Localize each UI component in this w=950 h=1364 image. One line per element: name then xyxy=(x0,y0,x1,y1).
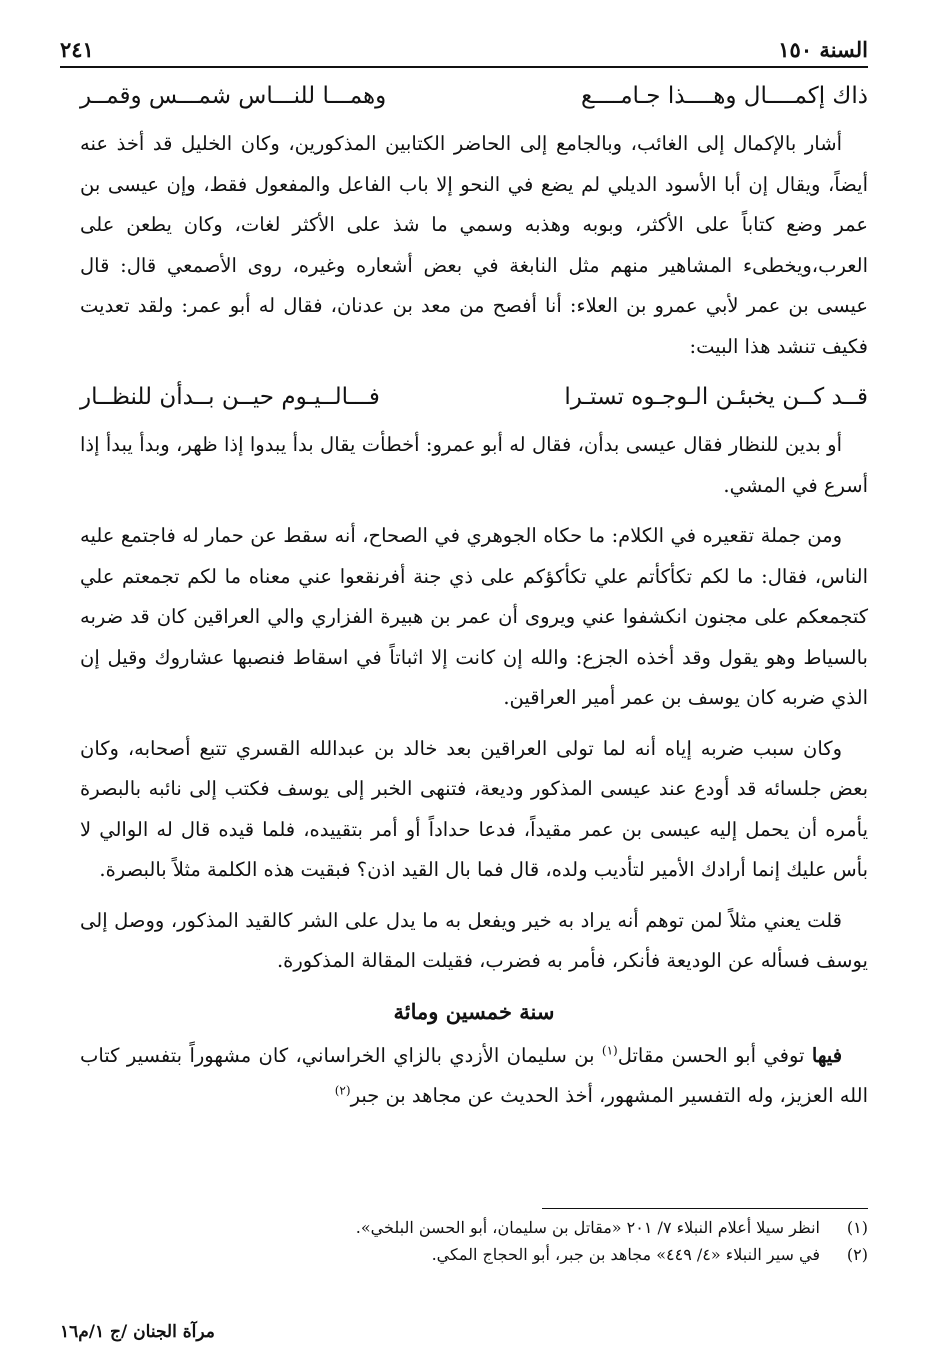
page-header xyxy=(60,26,868,68)
footnote-number: (١) xyxy=(846,1218,868,1237)
paragraph: أشار بالإكمال إلى الغائب، وبالجامع إلى الحاضر الكتابين المذكورين، وكان الخليل قد أخذ عنه أيضاً، ويقال إن أبا الأسود الديلي لم يضع في النحو إلا باب الفاعل والمفعول فقط، وإن عيسى بن عمر وضع كتاباً على الأكثر، وبوبه وهذبه وسمي ما شذ على الأكثر لغات، وكان يطعن على العرب،ويخطىء المشاهير منهم مثل النابغة في بعض أشعاره وغيره، روى الأصمعي قال: قال عيسى بن عمر لأبي عمرو بن العلاء: أنا أفصح من معد بن عدنان، فقال له أبو عمر: ولقد تعديت فكيف تنشد هذا البيت: xyxy=(80,132,868,358)
verse-line xyxy=(80,76,868,116)
section-heading: سنة خمسين ومائة xyxy=(393,998,555,1024)
paragraph: أو بدين للنظار فقال عيسى بدأن، فقال له أبو عمرو: أخطأت يقال بدأ يبدوا إذا ظهر، وبدأ يبدأ إذا أسرع في المشي. xyxy=(80,433,868,497)
main-text xyxy=(80,76,868,1127)
section-paragraph xyxy=(80,1036,868,1117)
footnotes xyxy=(80,1214,868,1268)
print-signature: مرآة الجنان /ج ١/م١٦ xyxy=(60,1322,215,1342)
verse-second-hemistich: وهمـــا للنـــاس شمـــس وقمــر xyxy=(80,83,387,109)
footnote xyxy=(80,1241,868,1268)
footnote-text: انظر سيلا أعلام النبلاء ٧/ ٢٠١ «مقاتل بن سليمان، أبو الحسن البلخي». xyxy=(355,1218,820,1237)
verse-line xyxy=(80,377,868,417)
section-text-a: توفي أبو الحسن مقاتل xyxy=(617,1043,812,1067)
running-title: السنة ١٥٠ xyxy=(778,37,868,62)
paragraph: قلت يعني مثلاً لمن توهم أنه يراد به خير ويفعل به ما يدل على الشر كالقيد المذكور، ووصل إلى يوسف فسأله عن الوديعة فأنكر، فأمر به فضرب، فقيلت المقالة المذكورة. xyxy=(80,908,868,972)
footnote-ref[interactable]: (١) xyxy=(601,1043,618,1057)
footnote-number: (٢) xyxy=(846,1245,868,1264)
footnote-divider xyxy=(542,1208,868,1209)
section-text-b: بن سليمان الأزدي بالزاي الخراساني، كان مشهوراً بتفسير كتاب الله العزيز، وله التفسير المشهور، أخذ الحديث عن مجاهد بن جبر xyxy=(80,1043,868,1107)
page-number: ٢٤١ xyxy=(60,37,94,62)
footnote-text: في سير النبلاء «٤/ ٤٤٩» مجاهد بن جبر، أبو الحجاج المكي. xyxy=(431,1245,820,1264)
section-lead-word: فيها xyxy=(811,1043,843,1067)
verse-second-hemistich: فـــالــيـوم حيــن بــدأن للنظــار xyxy=(80,384,380,410)
footnote xyxy=(80,1214,868,1241)
footnote-ref[interactable]: (٢) xyxy=(334,1083,351,1098)
paragraph: وكان سبب ضربه إياه أنه لما تولى العراقين بعد خالد بن عبدالله القسري تتبع أصحابه، وكان بعض جلسائه قد أودع عند عيسى المذكور وديعة، فتنهى الخبر إلى يوسف فكتب إلى نائبه بالبصرة يأمره أن يحمل إليه عيسى بن عمر مقيداً، فدعا حداداً أو أمر بتقييده، فلما قيده قال له الوالي لا بأس عليك إنما أرادك الأمير لتأديب ولده، قال فما بال القيد اذن؟ فبقيت هذه الكلمة مثلاً بالبصرة. xyxy=(80,736,868,881)
verse-first-hemistich: قــد كــن يخبئـن الـوجـوه تستـرا xyxy=(564,384,868,410)
paragraph: ومن جملة تقعيره في الكلام: ما حكاه الجوهري في الصحاح، أنه سقط عن حمار له فاجتمع عليه الناس، فقال: ما لكم تكأكأتم علي تكأكؤكم على ذي جنة أفرنقعوا عني معناه ما لكم تجمعتم علي كتجمعكم على مجنون انكشفوا عني ويروى أن عمر بن هبيرة الفزاري والي العراقين كان قد ضربه بالسياط وهو يقول وقد أخذه الجزع: والله إن كانت إلا اثباتاً في اسقاط فنصبها عشاروك وقيل إن الذي ضربه كان يوسف بن عمر أمير العراقين. xyxy=(80,524,869,709)
verse-first-hemistich: ذاك إكمــــال وهــــذا جـامــــع xyxy=(581,83,868,109)
